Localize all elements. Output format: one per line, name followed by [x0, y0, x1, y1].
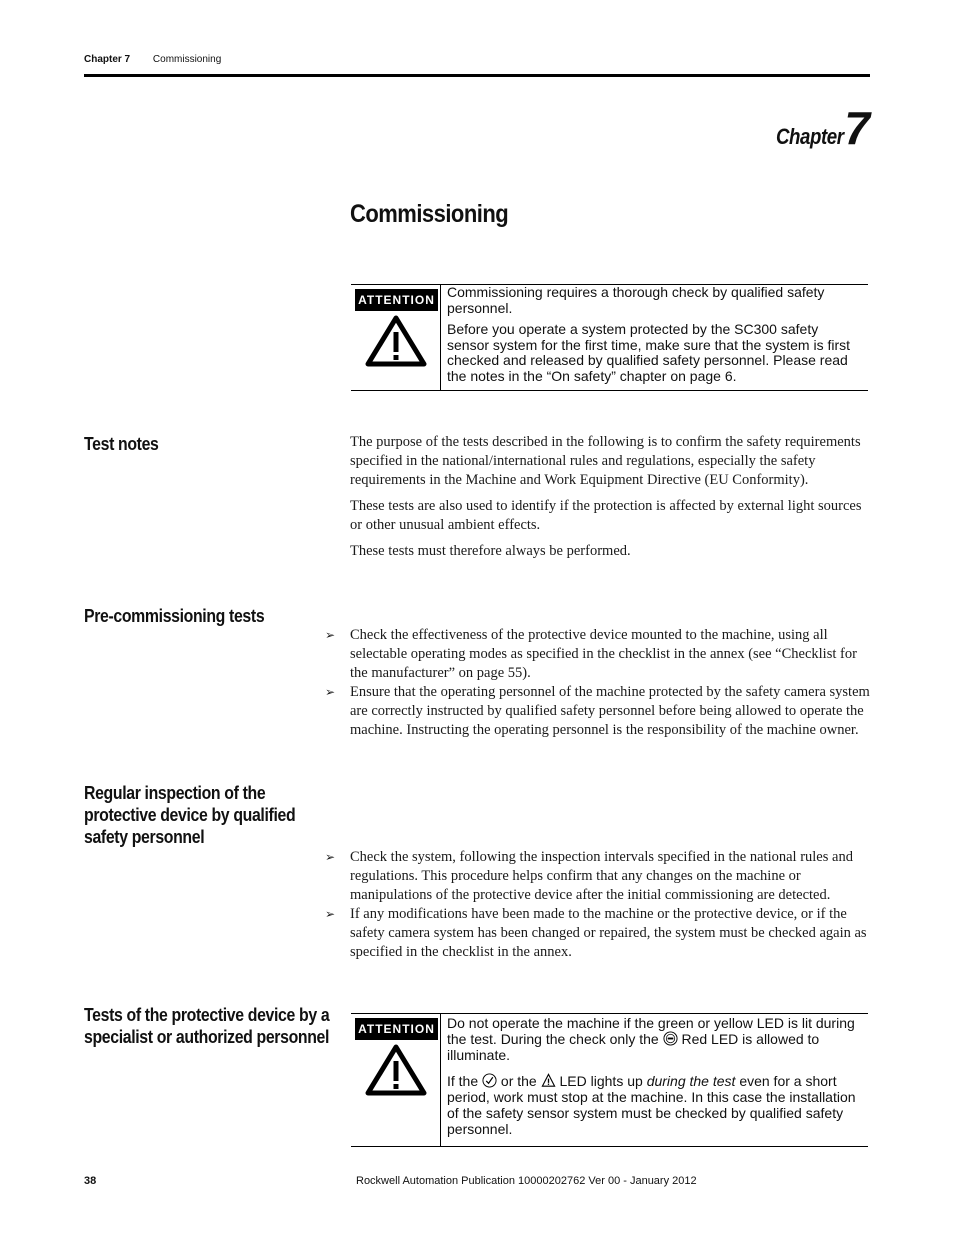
running-header-chapter: Chapter 7 — [84, 54, 131, 65]
list-item-text: Ensure that the operating personnel of the machine protected by the safety camera system are correctly instructed by qualified safety personnel before being allowed to operate the machine. Instructing the operating personnel is the responsibility of the machine owner. — [350, 684, 870, 738]
list-item — [325, 848, 870, 905]
section-heading-regular-inspection: Regular inspection of the protective device by qualified safety personnel — [84, 783, 296, 847]
list-item — [325, 626, 870, 683]
attention-paragraph — [447, 1015, 864, 1063]
page-title: Commissioning — [350, 200, 509, 228]
chapter-heading — [764, 102, 870, 154]
attention-text — [441, 1014, 868, 1146]
list-item-text: If any modifications have been made to the machine or the protective device, or if the safety camera system has been changed or repaired, the system must be checked again as specified in the checklist in the annex. — [350, 906, 867, 960]
running-header-section: Commissioning — [152, 54, 222, 65]
attention-emphasis: during the test — [646, 1073, 736, 1089]
body-paragraph: These tests must therefore always be performed. — [350, 543, 631, 559]
attention-sidebar — [351, 1014, 441, 1146]
header-rule — [84, 74, 870, 77]
attention-paragraph: Before you operate a system protected by the SC300 safety sensor system for the first time, make sure that the system is first checked and released by qualified safety personnel. Please read the notes in the “On safety” chapter on page 6. — [447, 321, 851, 384]
attention-text — [441, 285, 868, 390]
warning-led-icon — [541, 1073, 556, 1088]
regular-inspection-list — [325, 848, 870, 962]
attention-text-run: Red LED is allowed to illuminate. — [447, 1031, 820, 1063]
section-heading-pre-commissioning: Pre-commissioning tests — [84, 606, 265, 626]
list-item — [325, 683, 870, 740]
page-number: 38 — [84, 1175, 97, 1187]
body-paragraph: These tests are also used to identify if the protection is affected by external light sources or other unusual ambient effects. — [350, 498, 862, 533]
arrow-bullet-icon: ➢ — [325, 850, 336, 864]
attention-box-commissioning — [351, 284, 868, 391]
list-item — [325, 905, 870, 962]
attention-paragraph — [447, 1073, 864, 1137]
arrow-bullet-icon: ➢ — [325, 685, 336, 699]
running-header — [84, 54, 221, 65]
attention-text-run: even for a short period, work must stop at the machine. In this case the installation of the safety sensor system must be checked by qualified safety personnel. — [447, 1073, 856, 1137]
pre-commissioning-list — [325, 626, 870, 740]
publication-info: Rockwell Automation Publication 10000202762 Ver 00 - January 2012 — [356, 1175, 697, 1187]
warning-triangle-icon — [365, 315, 427, 367]
attention-label: ATTENTION — [355, 289, 438, 311]
attention-text-run: Do not operate the machine if the green or yellow LED is lit during the test. During the check only the — [447, 1015, 855, 1047]
arrow-bullet-icon: ➢ — [325, 907, 336, 921]
attention-paragraph: Commissioning requires a thorough check by qualified safety personnel. — [447, 284, 825, 316]
check-led-icon — [482, 1073, 497, 1088]
section-heading-specialist-tests: Tests of the protective device by a specialist or authorized personnel — [84, 1005, 330, 1047]
list-item-text: Check the effectiveness of the protective device mounted to the machine, using all selectable operating modes as specified in the checklist in the annex (see “Checklist for the manufacturer” on page 55). — [350, 627, 857, 681]
arrow-bullet-icon: ➢ — [325, 628, 336, 642]
chapter-word: Chapter — [775, 124, 844, 149]
list-item-text: Check the system, following the inspection intervals specified in the national rules and regulations. This procedure helps confirm that any changes on the machine or manipulations of the protective device after the initial commissioning are detected. — [350, 849, 853, 903]
section-heading-test-notes: Test notes — [84, 434, 159, 454]
attention-box-led-test — [351, 1013, 868, 1147]
chapter-number: 7 — [844, 102, 870, 154]
attention-text-run: If the — [447, 1073, 479, 1089]
stop-led-icon — [663, 1031, 678, 1046]
body-paragraph: The purpose of the tests described in the following is to confirm the safety requirements specified in the national/international rules and regulations, especially the safety requirements in the Machine and Work Equipment Directive (EU Conformity). — [350, 434, 861, 488]
test-notes-body — [350, 433, 870, 561]
attention-text-run: LED lights up — [559, 1073, 643, 1089]
attention-sidebar — [351, 285, 441, 390]
warning-triangle-icon — [365, 1044, 427, 1096]
attention-label: ATTENTION — [355, 1018, 438, 1040]
attention-text-run: or the — [500, 1073, 537, 1089]
